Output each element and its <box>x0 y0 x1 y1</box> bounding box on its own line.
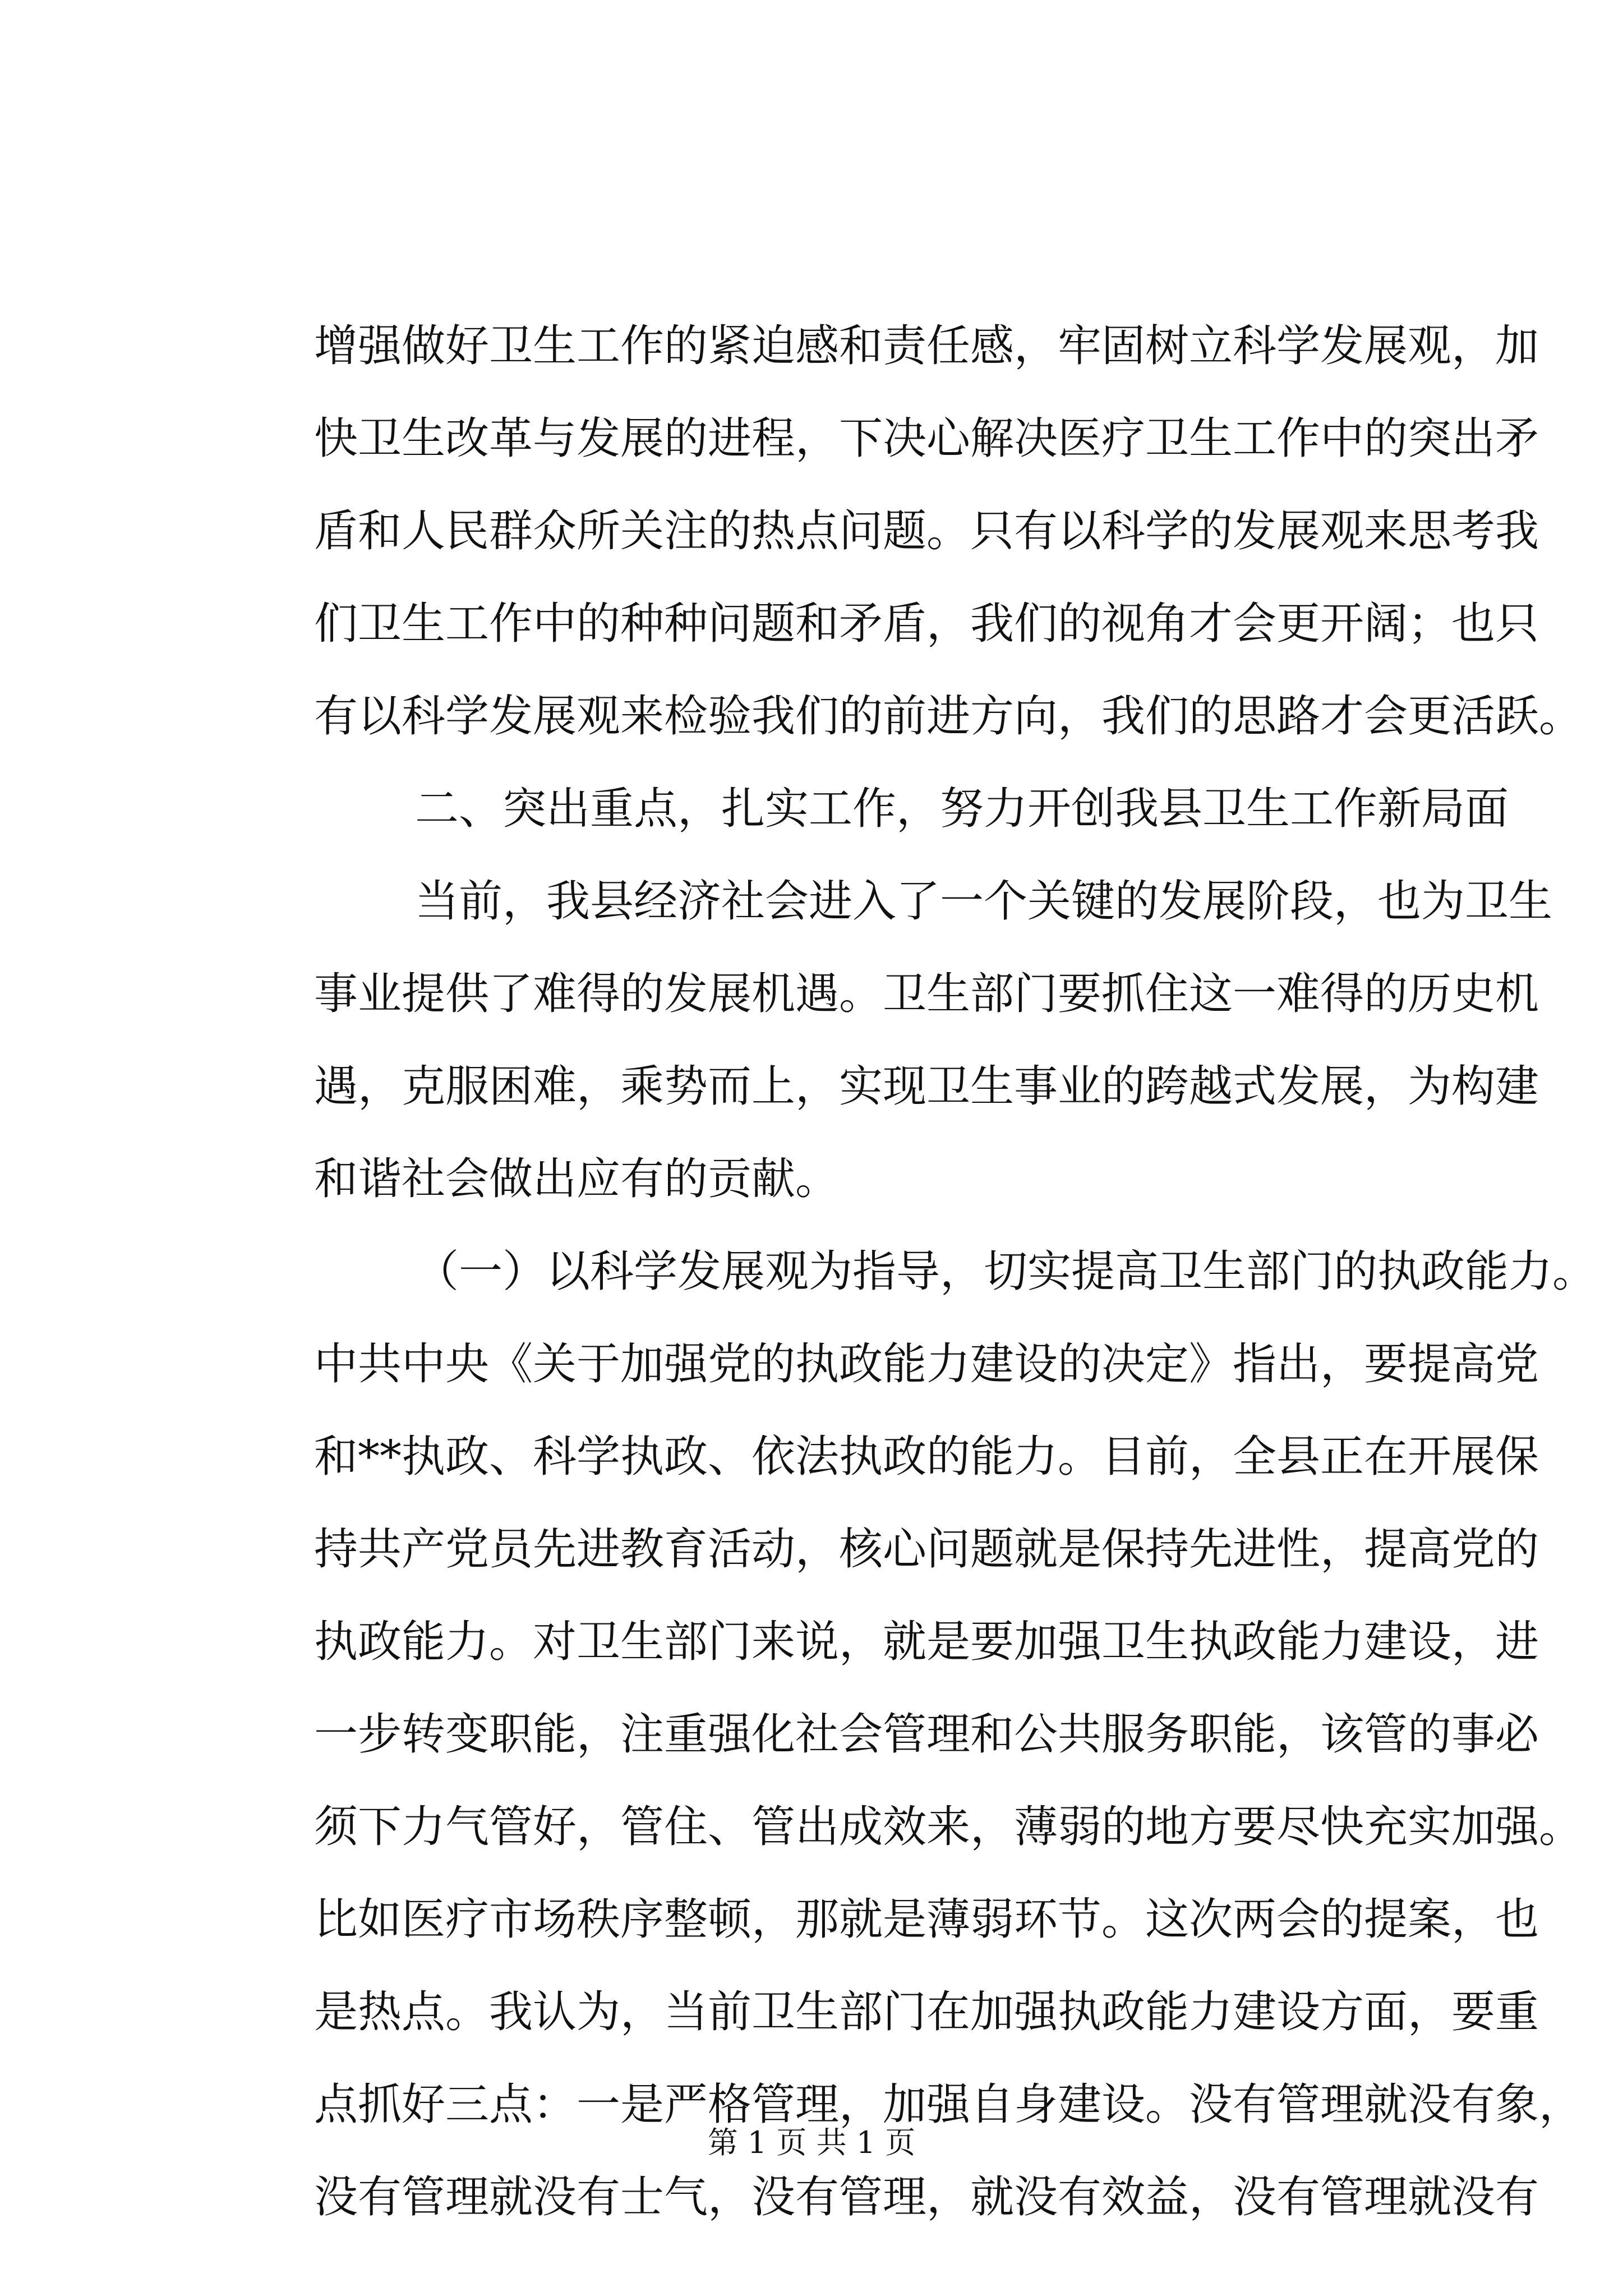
text-line: 须下力气管好，管住、管出成效来，薄弱的地方要尽快充实加强。 <box>314 1802 1583 1852</box>
text-line: 们卫生工作中的种种问题和矛盾，我们的视角才会更开阔；也只 <box>314 599 1539 649</box>
text-line: 是热点。我认为，当前卫生部门在加强执政能力建设方面，要重 <box>314 1987 1539 2037</box>
page-number: 第 1 页 共 1 页 <box>707 2125 916 2160</box>
text-line: 中共中央《关于加强党的执政能力建设的决定》指出，要提高党 <box>314 1339 1539 1389</box>
text-line: 持共产党员先进教育活动，核心问题就是保持先进性，提高党的 <box>314 1524 1539 1575</box>
body-text <box>314 300 1597 2244</box>
text-line: 没有管理就没有士气，没有管理，就没有效益，没有管理就没有 <box>314 2172 1539 2223</box>
text-line: 和谐社会做出应有的贡献。 <box>314 1154 840 1204</box>
subsection-heading: （一）以科学发展观为指导，切实提高卫生部门的执政能力。 <box>415 1246 1597 1297</box>
text-line: 执政能力。对卫生部门来说，就是要加强卫生执政能力建设，进 <box>314 1617 1539 1667</box>
text-line: 事业提供了难得的发展机遇。卫生部门要抓住这一难得的历史机 <box>314 969 1539 1019</box>
page-footer <box>0 2123 1623 2162</box>
text-line: 盾和人民群众所关注的热点问题。只有以科学的发展观来思考我 <box>314 506 1539 556</box>
text-line: 点抓好三点：一是严格管理，加强自身建设。没有管理就没有象， <box>314 2079 1583 2130</box>
text-line: 一步转变职能，注重强化社会管理和公共服务职能，该管的事必 <box>314 1709 1539 1760</box>
text-line: 比如医疗市场秩序整顿，那就是薄弱环节。这次两会的提案，也 <box>314 1894 1539 1945</box>
text-line: 快卫生改革与发展的进程，下决心解决医疗卫生工作中的突出矛 <box>314 413 1539 464</box>
text-line: 有以科学发展观来检验我们的前进方向，我们的思路才会更活跃。 <box>314 691 1583 742</box>
text-line: 当前，我县经济社会进入了一个关键的发展阶段，也为卫生 <box>415 876 1553 927</box>
text-line: 遇，克服困难，乘势而上，实现卫生事业的跨越式发展，为构建 <box>314 1061 1539 1112</box>
text-line: 增强做好卫生工作的紧迫感和责任感，牢固树立科学发展观，加 <box>314 321 1539 371</box>
text-line: 和**执政、科学执政、依法执政的能力。目前，全县正在开展保 <box>314 1432 1539 1482</box>
section-heading: 二、突出重点，扎实工作，努力开创我县卫生工作新局面 <box>415 784 1509 834</box>
